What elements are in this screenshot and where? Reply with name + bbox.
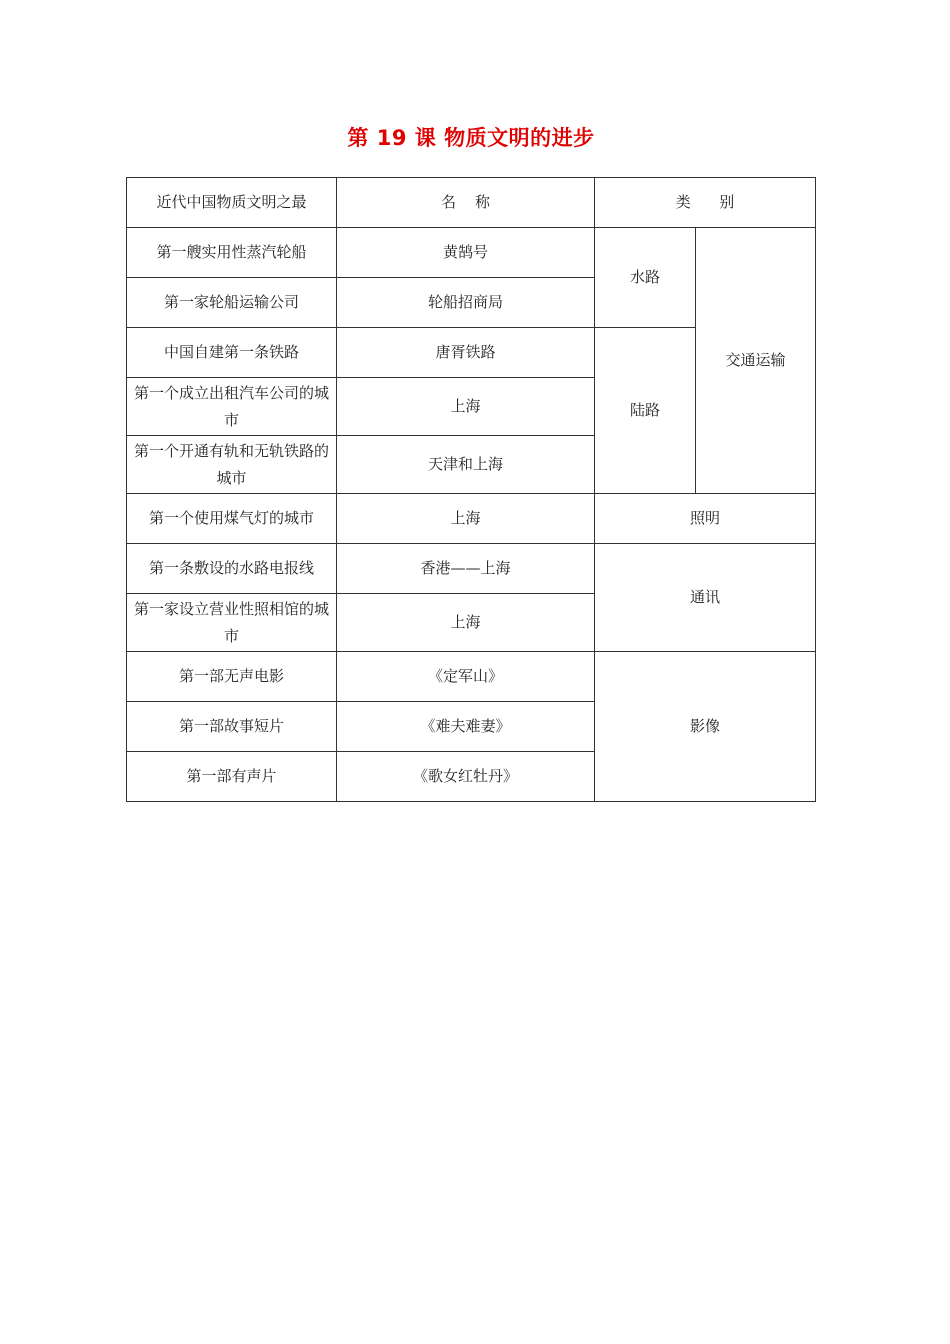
row-item: 第一家设立营业性照相馆的城市	[127, 594, 337, 652]
category-water: 水路	[595, 228, 696, 328]
row-name: 上海	[337, 594, 595, 652]
row-name: 上海	[337, 378, 595, 436]
row-name: 《歌女红牡丹》	[337, 752, 595, 802]
row-item: 中国自建第一条铁路	[127, 328, 337, 378]
row-item: 第一部有声片	[127, 752, 337, 802]
row-name: 黄鹄号	[337, 228, 595, 278]
category-communication: 通讯	[595, 544, 816, 652]
row-name: 《定军山》	[337, 652, 595, 702]
category-land: 陆路	[595, 328, 696, 494]
row-item: 第一个使用煤气灯的城市	[127, 494, 337, 544]
row-name: 上海	[337, 494, 595, 544]
header-name: 名 称	[337, 178, 595, 228]
header-category: 类 别	[595, 178, 816, 228]
row-item: 第一部无声电影	[127, 652, 337, 702]
row-name: 唐胥铁路	[337, 328, 595, 378]
achievements-table	[126, 177, 816, 802]
table-row	[127, 652, 816, 702]
page-title: 第 19 课 物质文明的进步	[347, 126, 595, 150]
category-transport: 交通运输	[696, 228, 816, 494]
row-name: 《难夫难妻》	[337, 702, 595, 752]
table-row	[127, 494, 816, 544]
row-item: 第一部故事短片	[127, 702, 337, 752]
table-row	[127, 544, 816, 594]
row-item: 第一条敷设的水路电报线	[127, 544, 337, 594]
category-film: 影像	[595, 652, 816, 802]
header-item: 近代中国物质文明之最	[127, 178, 337, 228]
row-name: 天津和上海	[337, 436, 595, 494]
table-row	[127, 228, 816, 278]
row-item: 第一个开通有轨和无轨铁路的城市	[127, 436, 337, 494]
table-header-row	[127, 178, 816, 228]
row-name: 香港——上海	[337, 544, 595, 594]
row-item: 第一个成立出租汽车公司的城市	[127, 378, 337, 436]
row-item: 第一家轮船运输公司	[127, 278, 337, 328]
row-item: 第一艘实用性蒸汽轮船	[127, 228, 337, 278]
row-name: 轮船招商局	[337, 278, 595, 328]
category-lighting: 照明	[595, 494, 816, 544]
